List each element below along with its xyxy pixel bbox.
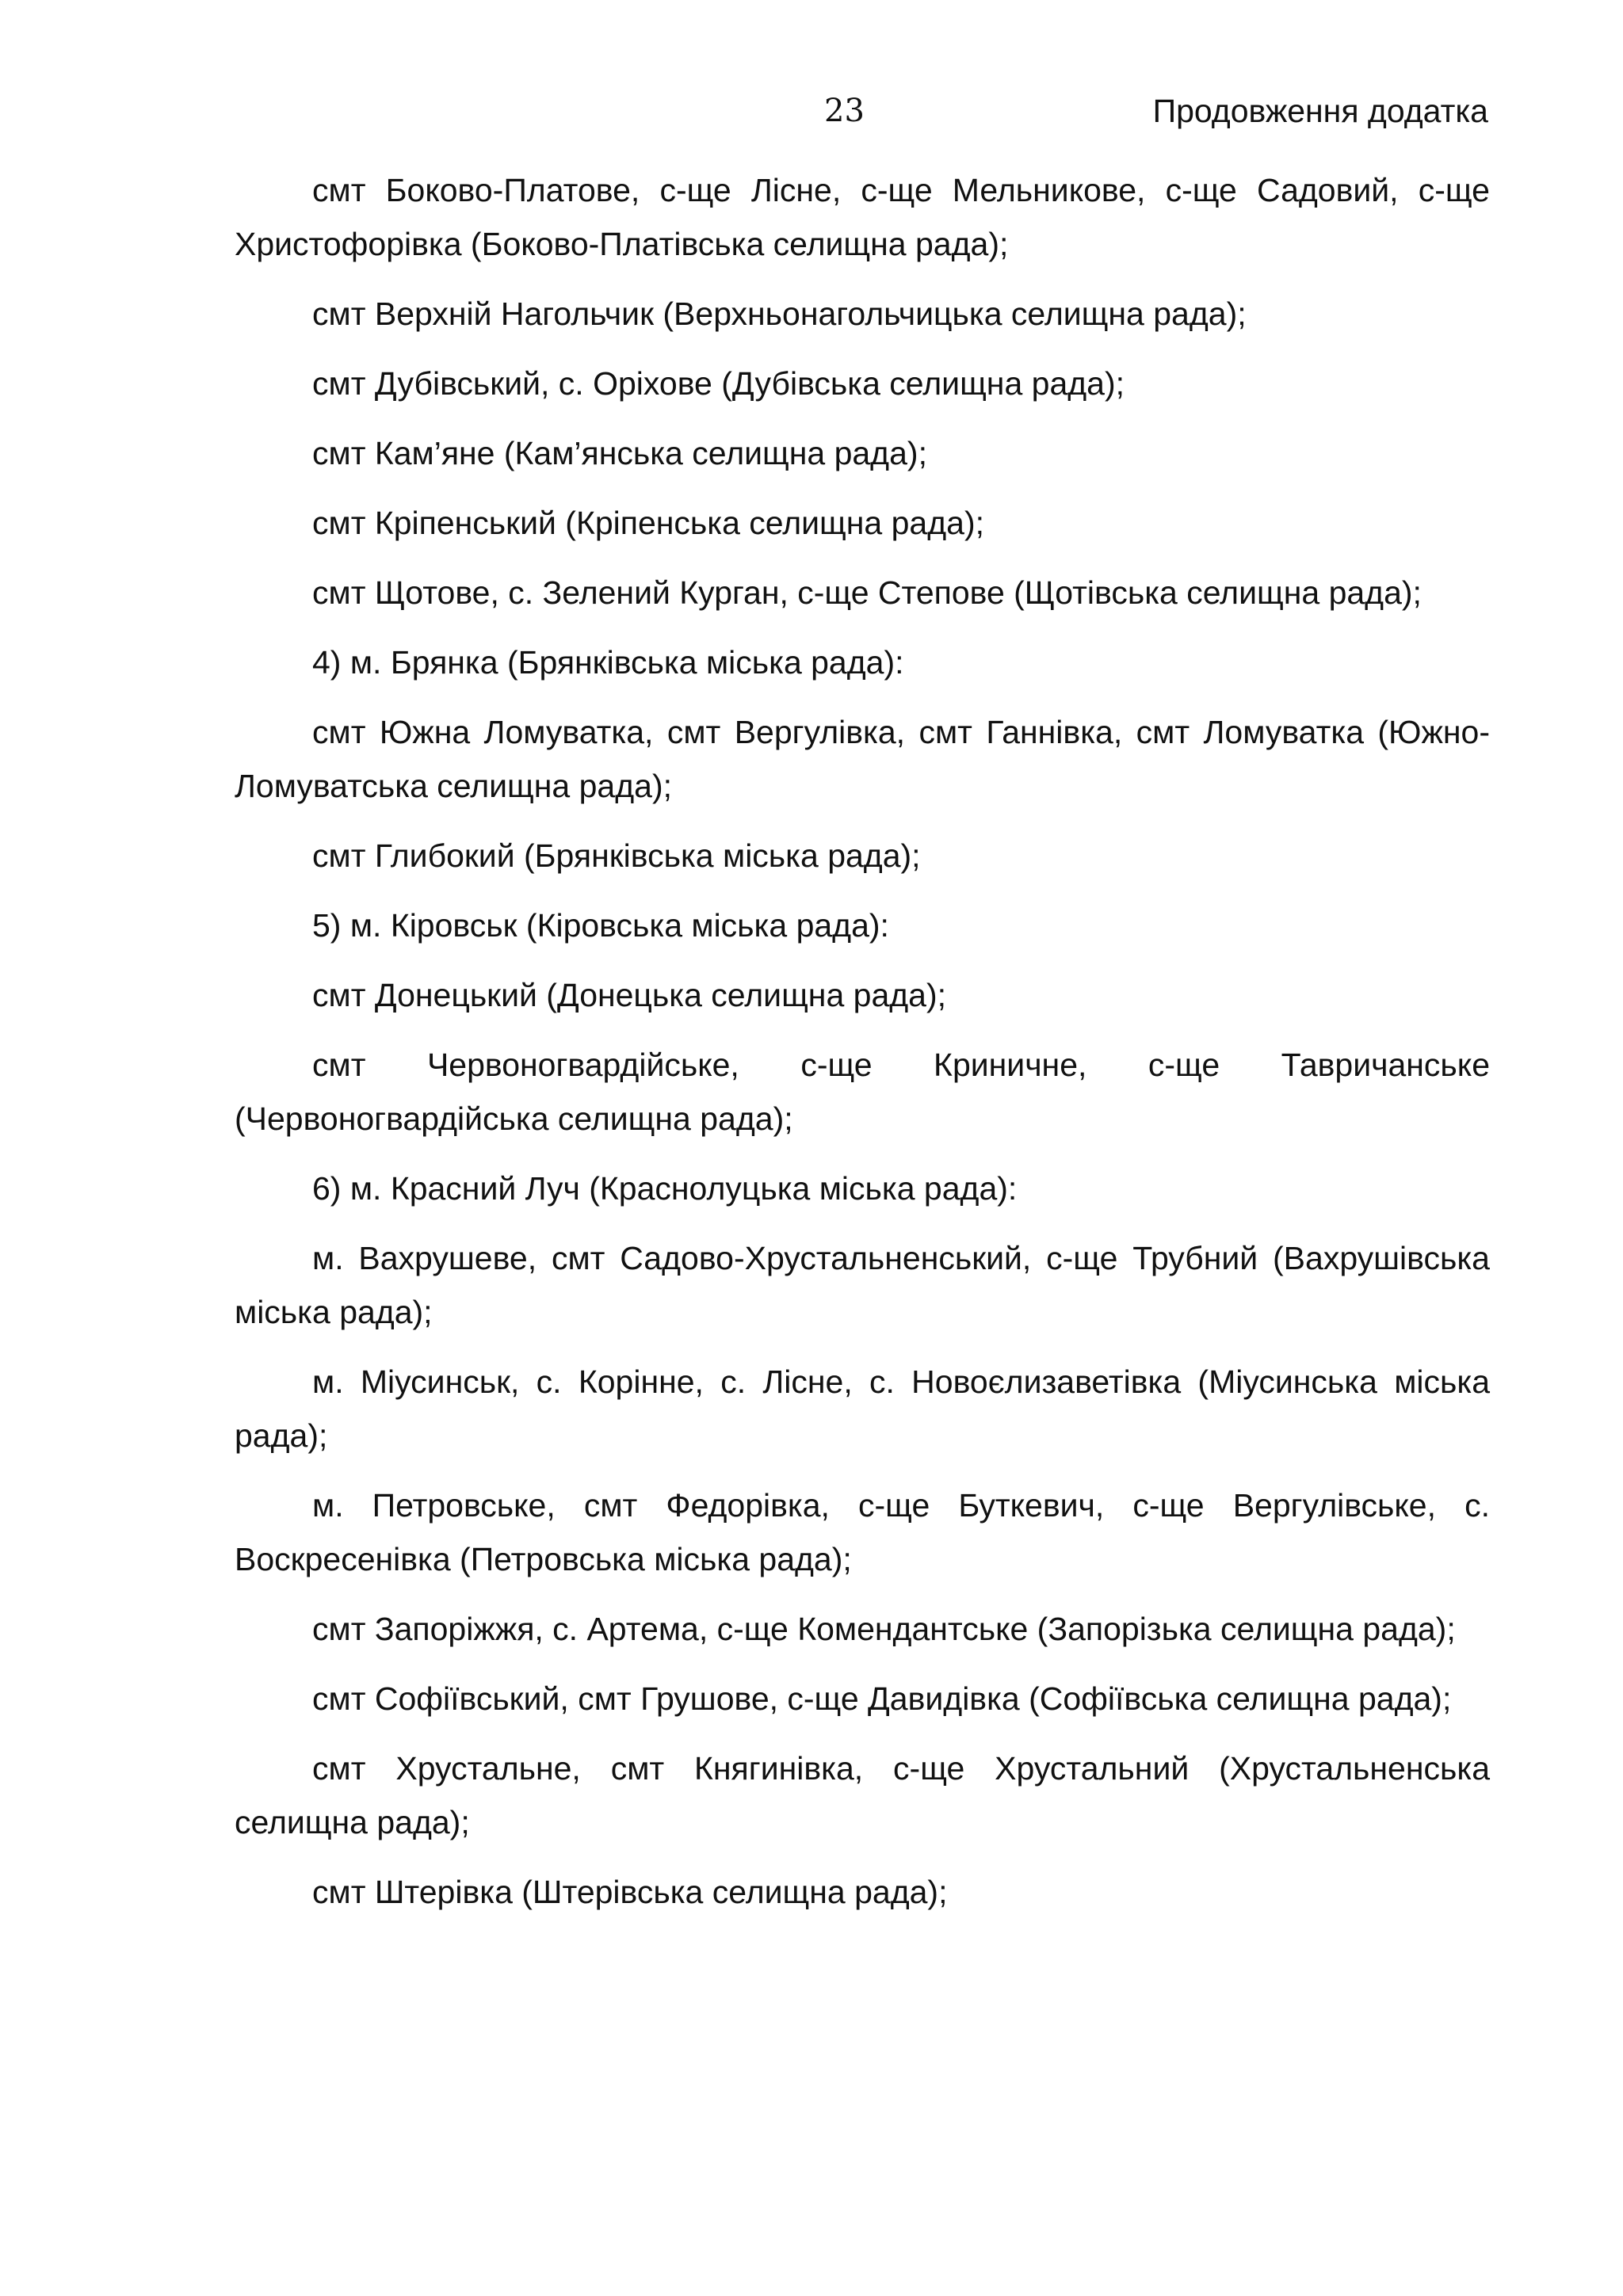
paragraph-7: 4) м. Брянка (Брянківська міська рада):	[312, 644, 904, 681]
paragraph-13: 6) м. Красний Луч (Краснолуцька міська рада):	[312, 1170, 1018, 1207]
page-number: 23	[824, 93, 865, 129]
paragraph-8: смт Южна Ломуватка, смт Вергулівка, смт Ганнівка, смт Ломуватка (Южно-Ломуватська селищна рада);	[235, 714, 1490, 804]
paragraph-2: смт Верхній Нагольчик (Верхньонагольчицька селищна рада);	[312, 296, 1247, 332]
continuation-label: Продовження додатка	[1152, 93, 1488, 129]
paragraph-10: 5) м. Кіровськ (Кіровська міська рада):	[312, 907, 889, 944]
paragraph-11: смт Донецький (Донецька селищна рада);	[312, 977, 947, 1013]
paragraph-3: смт Дубівський, с. Оріхове (Дубівська селищна рада);	[312, 365, 1125, 402]
paragraph-17: смт Запоріжжя, с. Артема, с-ще Комендантське (Запорізька селищна рада);	[312, 1611, 1456, 1647]
paragraph-6: смт Щотове, с. Зелений Курган, с-ще Степове (Щотівська селищна рада);	[312, 574, 1422, 611]
paragraph-18: смт Софіївський, смт Грушове, с-ще Давидівка (Софіївська селищна рада);	[312, 1680, 1452, 1717]
paragraph-12: смт Червоногвардійське, с-ще Криничне, с-ще Тавричанське (Червоногвардійська селищна рада);	[235, 1047, 1490, 1137]
paragraph-20: смт Штерівка (Штерівська селищна рада);	[312, 1874, 948, 1910]
document-body	[235, 163, 1490, 1935]
paragraph-19: смт Хрустальне, смт Княгинівка, с-ще Хрустальний (Хрустальненська селищна рада);	[235, 1750, 1490, 1840]
paragraph-14: м. Вахрушеве, смт Садово-Хрустальненський, с-ще Трубний (Вахрушівська міська рада);	[235, 1240, 1490, 1330]
paragraph-5: смт Кріпенський (Кріпенська селищна рада);	[312, 505, 984, 541]
paragraph-9: смт Глибокий (Брянківська міська рада);	[312, 837, 921, 874]
paragraph-1: смт Боково-Платове, с-ще Лісне, с-ще Мельникове, с-ще Садовий, с-ще Христофорівка (Боково-Платівська селищна рада);	[235, 172, 1490, 262]
paragraph-15: м. Міусинськ, с. Корінне, с. Лісне, с. Новоєлизаветівка (Міусинська міська рада);	[235, 1363, 1490, 1454]
paragraph-4: смт Кам’яне (Кам’янська селищна рада);	[312, 435, 927, 471]
paragraph-16: м. Петровське, смт Федорівка, с-ще Буткевич, с-ще Вергулівське, с. Воскресенівка (Петровська міська рада);	[235, 1487, 1490, 1577]
